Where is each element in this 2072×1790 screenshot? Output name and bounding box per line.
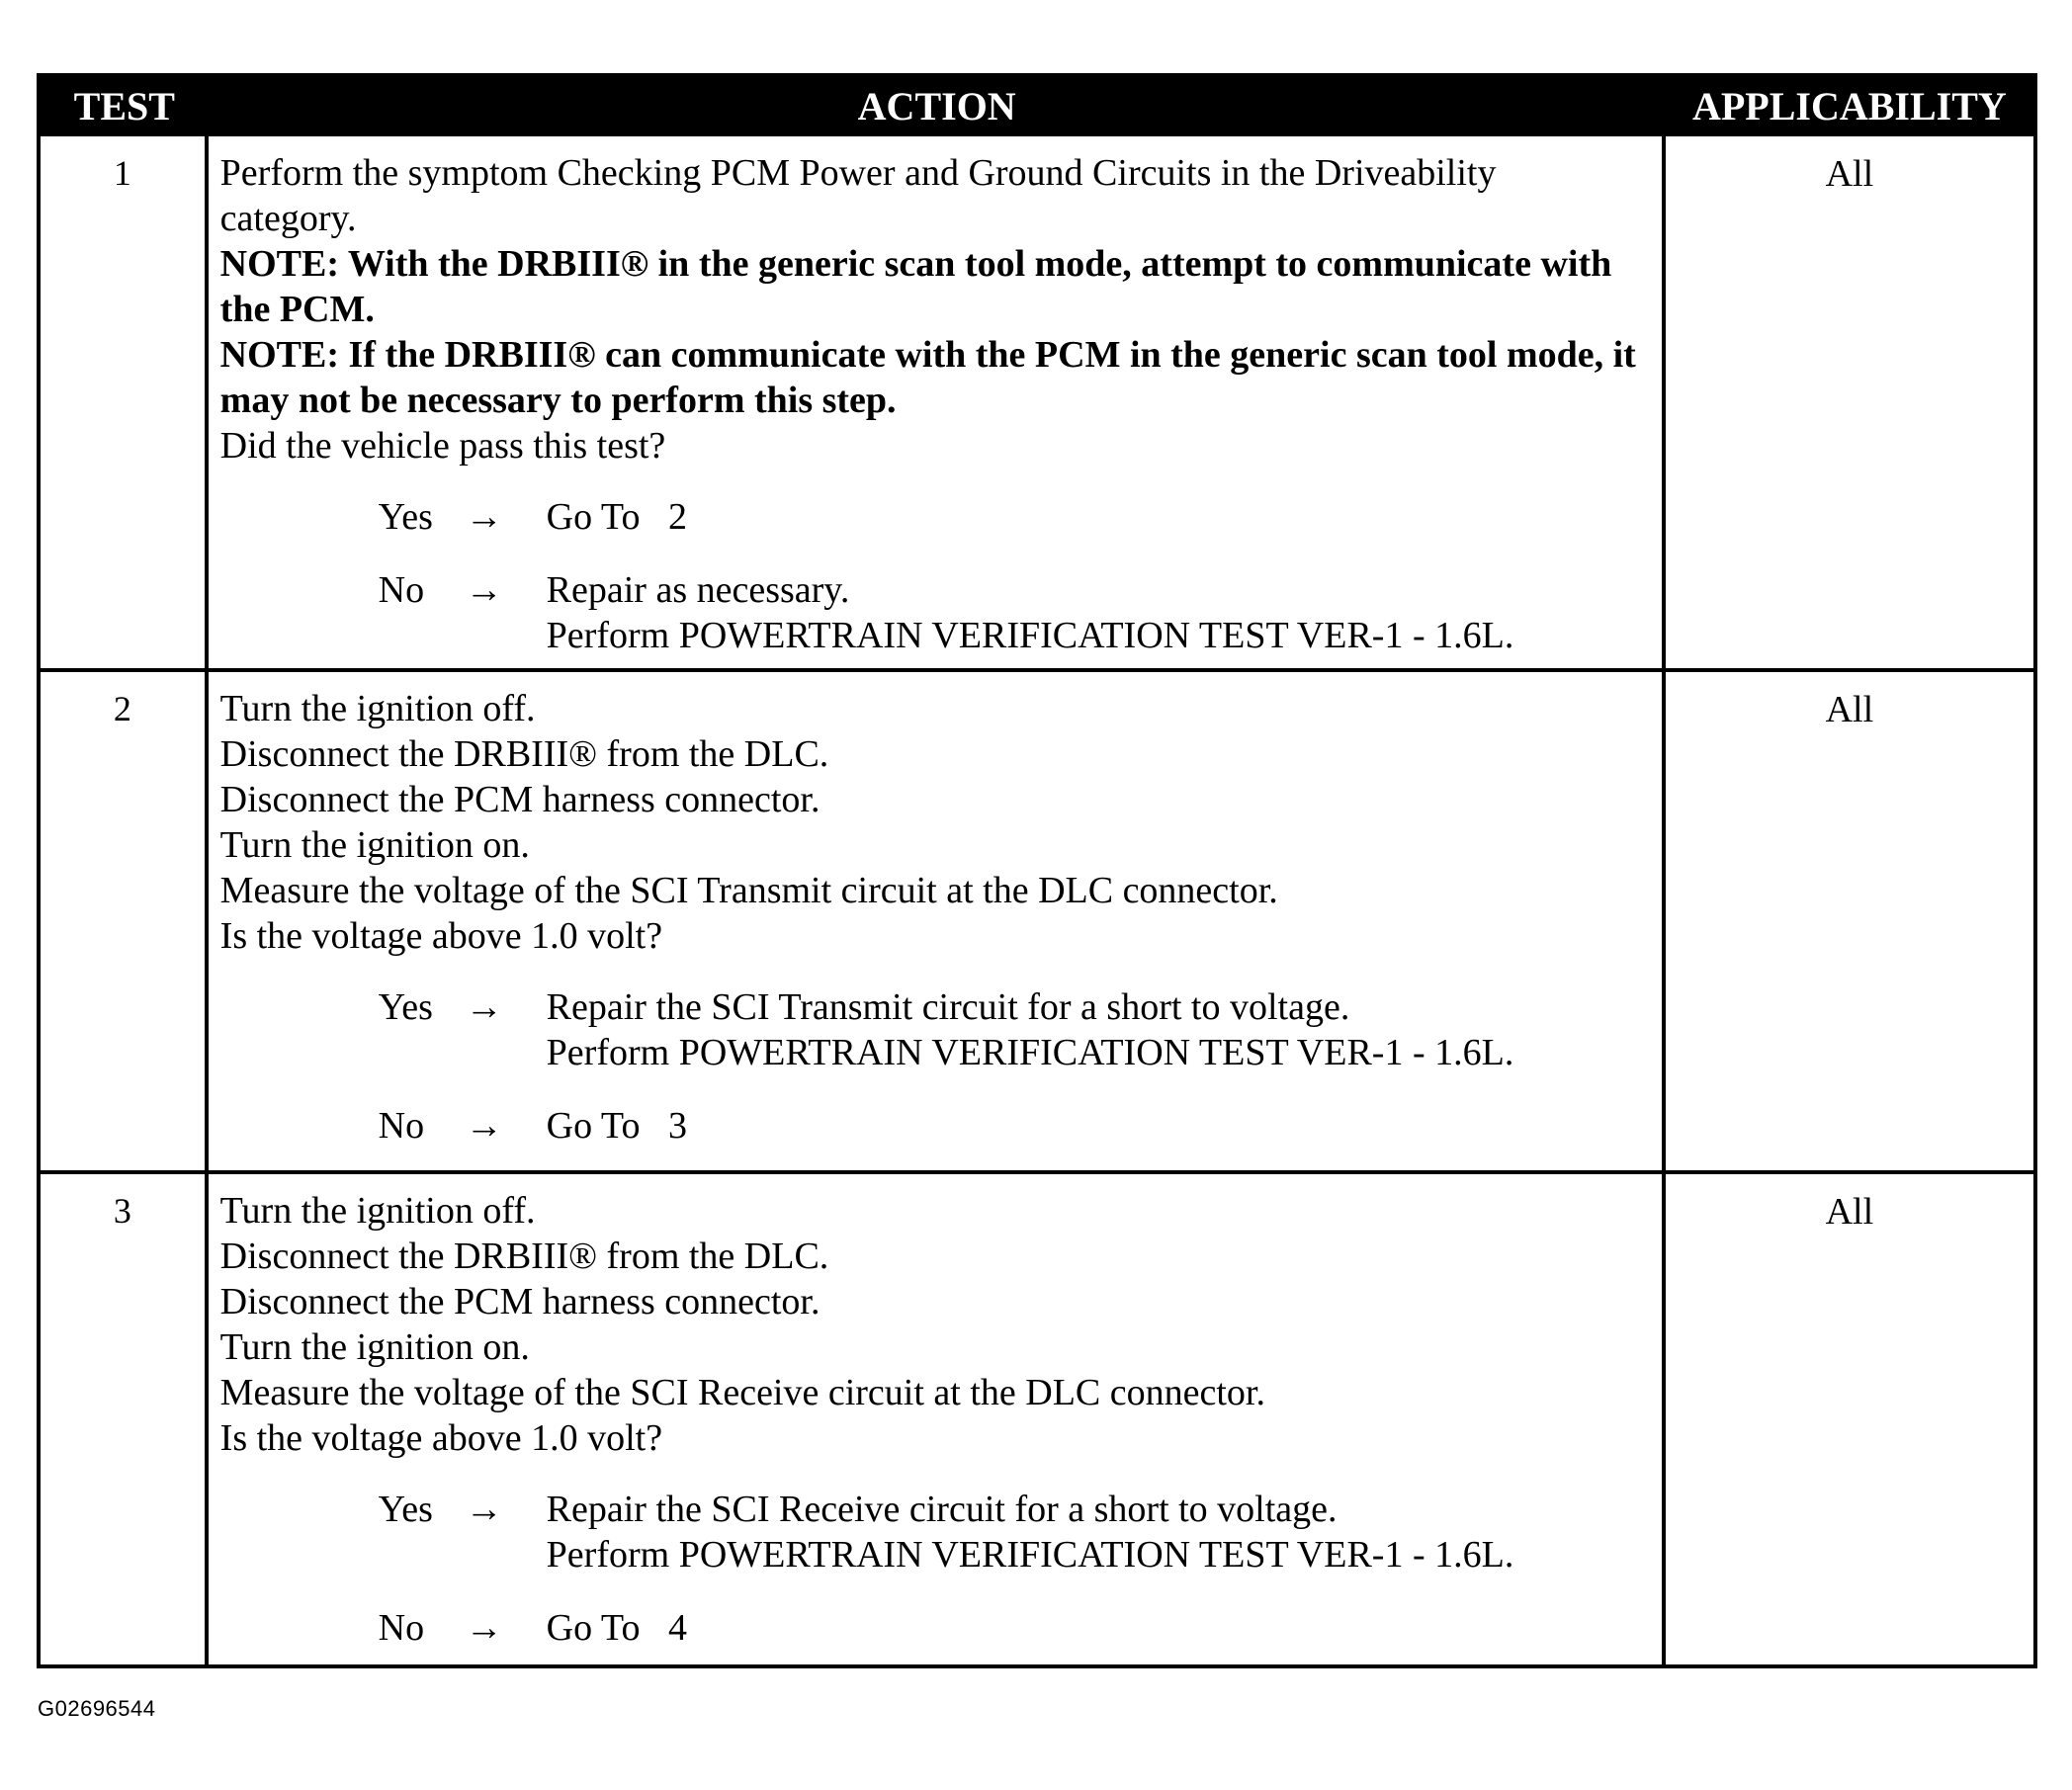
action-line: Turn the ignition off.: [219, 688, 536, 729]
header-test: TEST: [73, 84, 175, 128]
action-cell: [209, 136, 1666, 668]
answer-line: Perform POWERTRAIN VERIFICATION TEST VER-1 - 1.6L.: [546, 615, 1514, 656]
answer-line: Repair the SCI Receive circuit for a short to voltage.: [546, 1489, 1338, 1530]
arrow-right-icon: →: [465, 1607, 503, 1649]
answer-text: [547, 1487, 1650, 1577]
answer-no: [379, 1605, 1650, 1651]
applicability-cell: All: [1825, 689, 1874, 730]
answer-label: No: [378, 1105, 425, 1147]
arrow-right-icon: →: [465, 1489, 503, 1530]
action-line: Turn the ignition off.: [219, 1190, 536, 1232]
figure-id-caption: G02696544: [38, 1696, 156, 1721]
answer-label: No: [378, 1607, 425, 1649]
answer-yes: [379, 494, 1650, 540]
action-cell: [209, 1174, 1666, 1664]
answer-text: [547, 567, 1650, 658]
action-line: Turn the ignition on.: [219, 824, 530, 866]
table-row: [41, 136, 2033, 668]
action-line: Measure the voltage of the SCI Transmit circuit at the DLC connector.: [219, 870, 1278, 911]
answer-text: [547, 494, 1650, 540]
answer-line: Perform POWERTRAIN VERIFICATION TEST VER-1 - 1.6L.: [546, 1534, 1514, 1576]
note-text: NOTE: If the DRBIII® can communicate with the PCM in the generic scan tool mode, it may not be necessary to perform this step.: [219, 334, 1636, 421]
action-line: Is the voltage above 1.0 volt?: [219, 915, 663, 957]
arrow-right-icon: →: [465, 986, 503, 1028]
answer-no: [379, 567, 1650, 658]
diagnostic-test-table: [37, 73, 2037, 1668]
action-line: Disconnect the PCM harness connector.: [219, 779, 820, 820]
table-row: [41, 1170, 2033, 1664]
answer-line: Repair the SCI Transmit circuit for a short to voltage.: [546, 986, 1350, 1028]
arrow-right-icon: →: [465, 1105, 503, 1147]
test-number: 1: [41, 136, 209, 668]
answer-label: Yes: [378, 1489, 433, 1530]
action-line: Disconnect the DRBIII® from the DLC.: [219, 733, 829, 775]
test-number: 2: [41, 672, 209, 1170]
answer-no: [379, 1103, 1650, 1149]
answer-list: [220, 984, 1650, 1149]
answer-yes: [379, 1487, 1650, 1577]
answer-text: [547, 1605, 1650, 1651]
arrow-right-icon: →: [465, 569, 503, 611]
action-line: Disconnect the DRBIII® from the DLC.: [219, 1236, 829, 1277]
action-line: Is the voltage above 1.0 volt?: [219, 1417, 663, 1459]
answer-list: [220, 1487, 1650, 1651]
answer-text: [547, 984, 1650, 1075]
note-text: NOTE: With the DRBIII® in the generic scan tool mode, attempt to communicate with the PCM.: [219, 243, 1612, 330]
arrow-right-icon: →: [465, 496, 503, 538]
action-line: Turn the ignition on.: [219, 1326, 530, 1368]
action-line: Perform the symptom Checking PCM Power and Ground Circuits in the Driveability: [219, 152, 1497, 194]
question-text: Did the vehicle pass this test?: [219, 425, 666, 467]
action-line: Disconnect the PCM harness connector.: [219, 1281, 820, 1322]
table-row: [41, 668, 2033, 1170]
action-cell: [209, 672, 1666, 1170]
answer-line: Go To 2: [546, 496, 687, 538]
action-line: category.: [219, 198, 357, 239]
answer-text: [547, 1103, 1650, 1149]
answer-yes: [379, 984, 1650, 1075]
answer-label: No: [378, 569, 425, 611]
header-action: ACTION: [857, 84, 1016, 128]
answer-label: Yes: [378, 986, 433, 1028]
applicability-cell: All: [1825, 153, 1874, 195]
answer-line: Go To 3: [546, 1105, 687, 1147]
answer-line: Go To 4: [546, 1607, 687, 1649]
action-line: Measure the voltage of the SCI Receive circuit at the DLC connector.: [219, 1372, 1265, 1413]
test-number: 3: [41, 1174, 209, 1664]
answer-label: Yes: [378, 496, 433, 538]
table-header: [41, 77, 2033, 136]
answer-list: [220, 494, 1650, 658]
applicability-cell: All: [1825, 1191, 1874, 1233]
header-applicability: APPLICABILITY: [1691, 84, 2007, 128]
answer-line: Perform POWERTRAIN VERIFICATION TEST VER-1 - 1.6L.: [546, 1032, 1514, 1073]
answer-line: Repair as necessary.: [546, 569, 850, 611]
